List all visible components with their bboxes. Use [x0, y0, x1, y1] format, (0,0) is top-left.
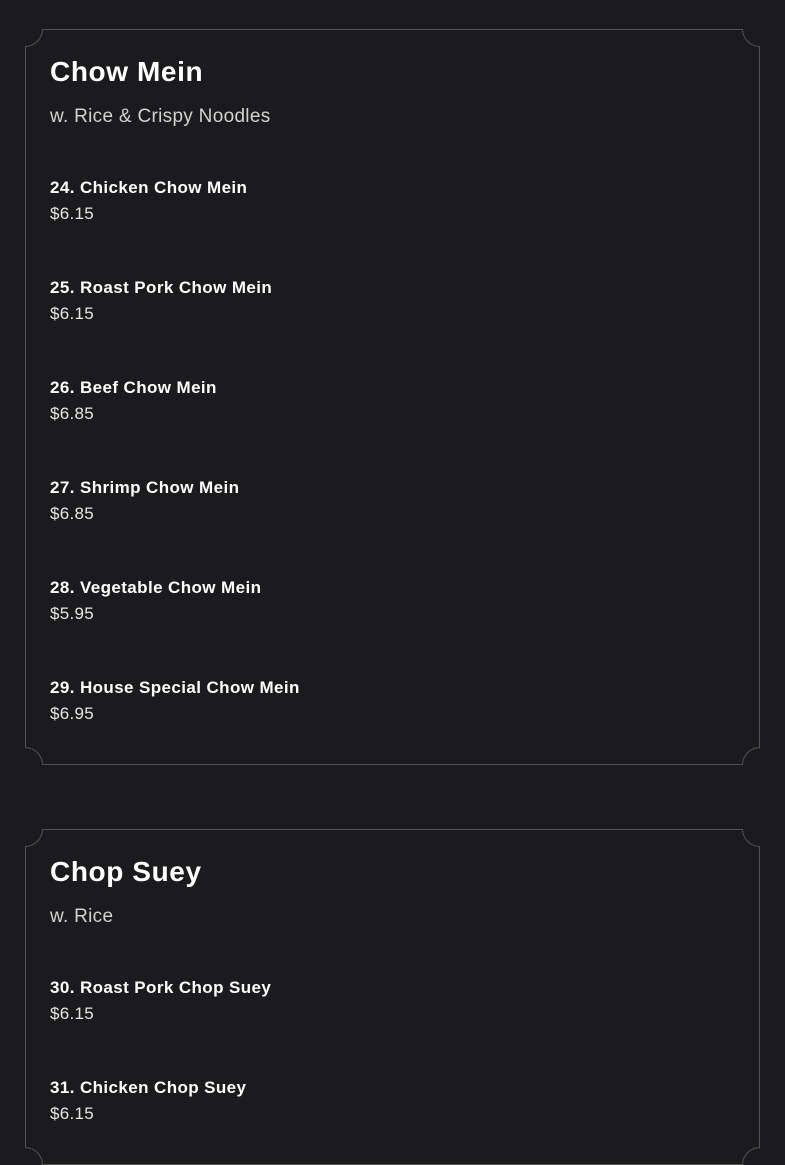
item-price: $6.15 — [50, 1004, 95, 1023]
menu-item[interactable] — [50, 975, 735, 1027]
frame-edge-top — [43, 829, 742, 830]
item-name: 24. Chicken Chow Mein — [50, 178, 248, 197]
frame-corner-bottom-left — [25, 747, 43, 765]
frame-edge-left — [25, 47, 26, 747]
frame-corner-top-left — [25, 829, 43, 847]
frame-edge-top — [43, 29, 742, 30]
frame-corner-top-left — [25, 29, 43, 47]
section-subtitle: w. Rice & Crispy Noodles — [50, 106, 271, 127]
item-name: 31. Chicken Chop Suey — [50, 1078, 247, 1097]
frame-corner-bottom-left — [25, 1147, 43, 1165]
section-title: Chop Suey — [50, 856, 202, 887]
menu-items-list — [50, 175, 735, 727]
menu-item[interactable] — [50, 475, 735, 527]
menu-item[interactable] — [50, 1075, 735, 1127]
menu-items-list — [50, 975, 735, 1127]
frame-edge-left — [25, 847, 26, 1147]
menu-item[interactable] — [50, 675, 735, 727]
section-title: Chow Mein — [50, 56, 204, 87]
frame-corner-bottom-right — [742, 1147, 760, 1165]
item-price: $6.15 — [50, 1104, 95, 1123]
frame-edge-bottom — [43, 764, 742, 765]
menu-section-chow-mein — [25, 29, 760, 765]
menu-item[interactable] — [50, 575, 735, 627]
item-name: 28. Vegetable Chow Mein — [50, 578, 262, 597]
item-name: 26. Beef Chow Mein — [50, 378, 217, 397]
item-name: 30. Roast Pork Chop Suey — [50, 978, 272, 997]
menu-page — [0, 29, 785, 1145]
item-price: $6.95 — [50, 704, 95, 723]
menu-section-chop-suey — [25, 829, 760, 1165]
menu-item[interactable] — [50, 275, 735, 327]
item-price: $5.95 — [50, 604, 95, 623]
item-price: $6.85 — [50, 404, 95, 423]
menu-item[interactable] — [50, 375, 735, 427]
item-name: 25. Roast Pork Chow Mein — [50, 278, 273, 297]
frame-corner-top-right — [742, 829, 760, 847]
frame-corner-bottom-right — [742, 747, 760, 765]
frame-edge-right — [759, 47, 760, 747]
item-name: 29. House Special Chow Mein — [50, 678, 300, 697]
item-name: 27. Shrimp Chow Mein — [50, 478, 240, 497]
menu-item[interactable] — [50, 175, 735, 227]
item-price: $6.85 — [50, 504, 95, 523]
item-price: $6.15 — [50, 204, 95, 223]
item-price: $6.15 — [50, 304, 95, 323]
frame-corner-top-right — [742, 29, 760, 47]
section-subtitle: w. Rice — [50, 906, 114, 927]
frame-edge-right — [759, 847, 760, 1147]
